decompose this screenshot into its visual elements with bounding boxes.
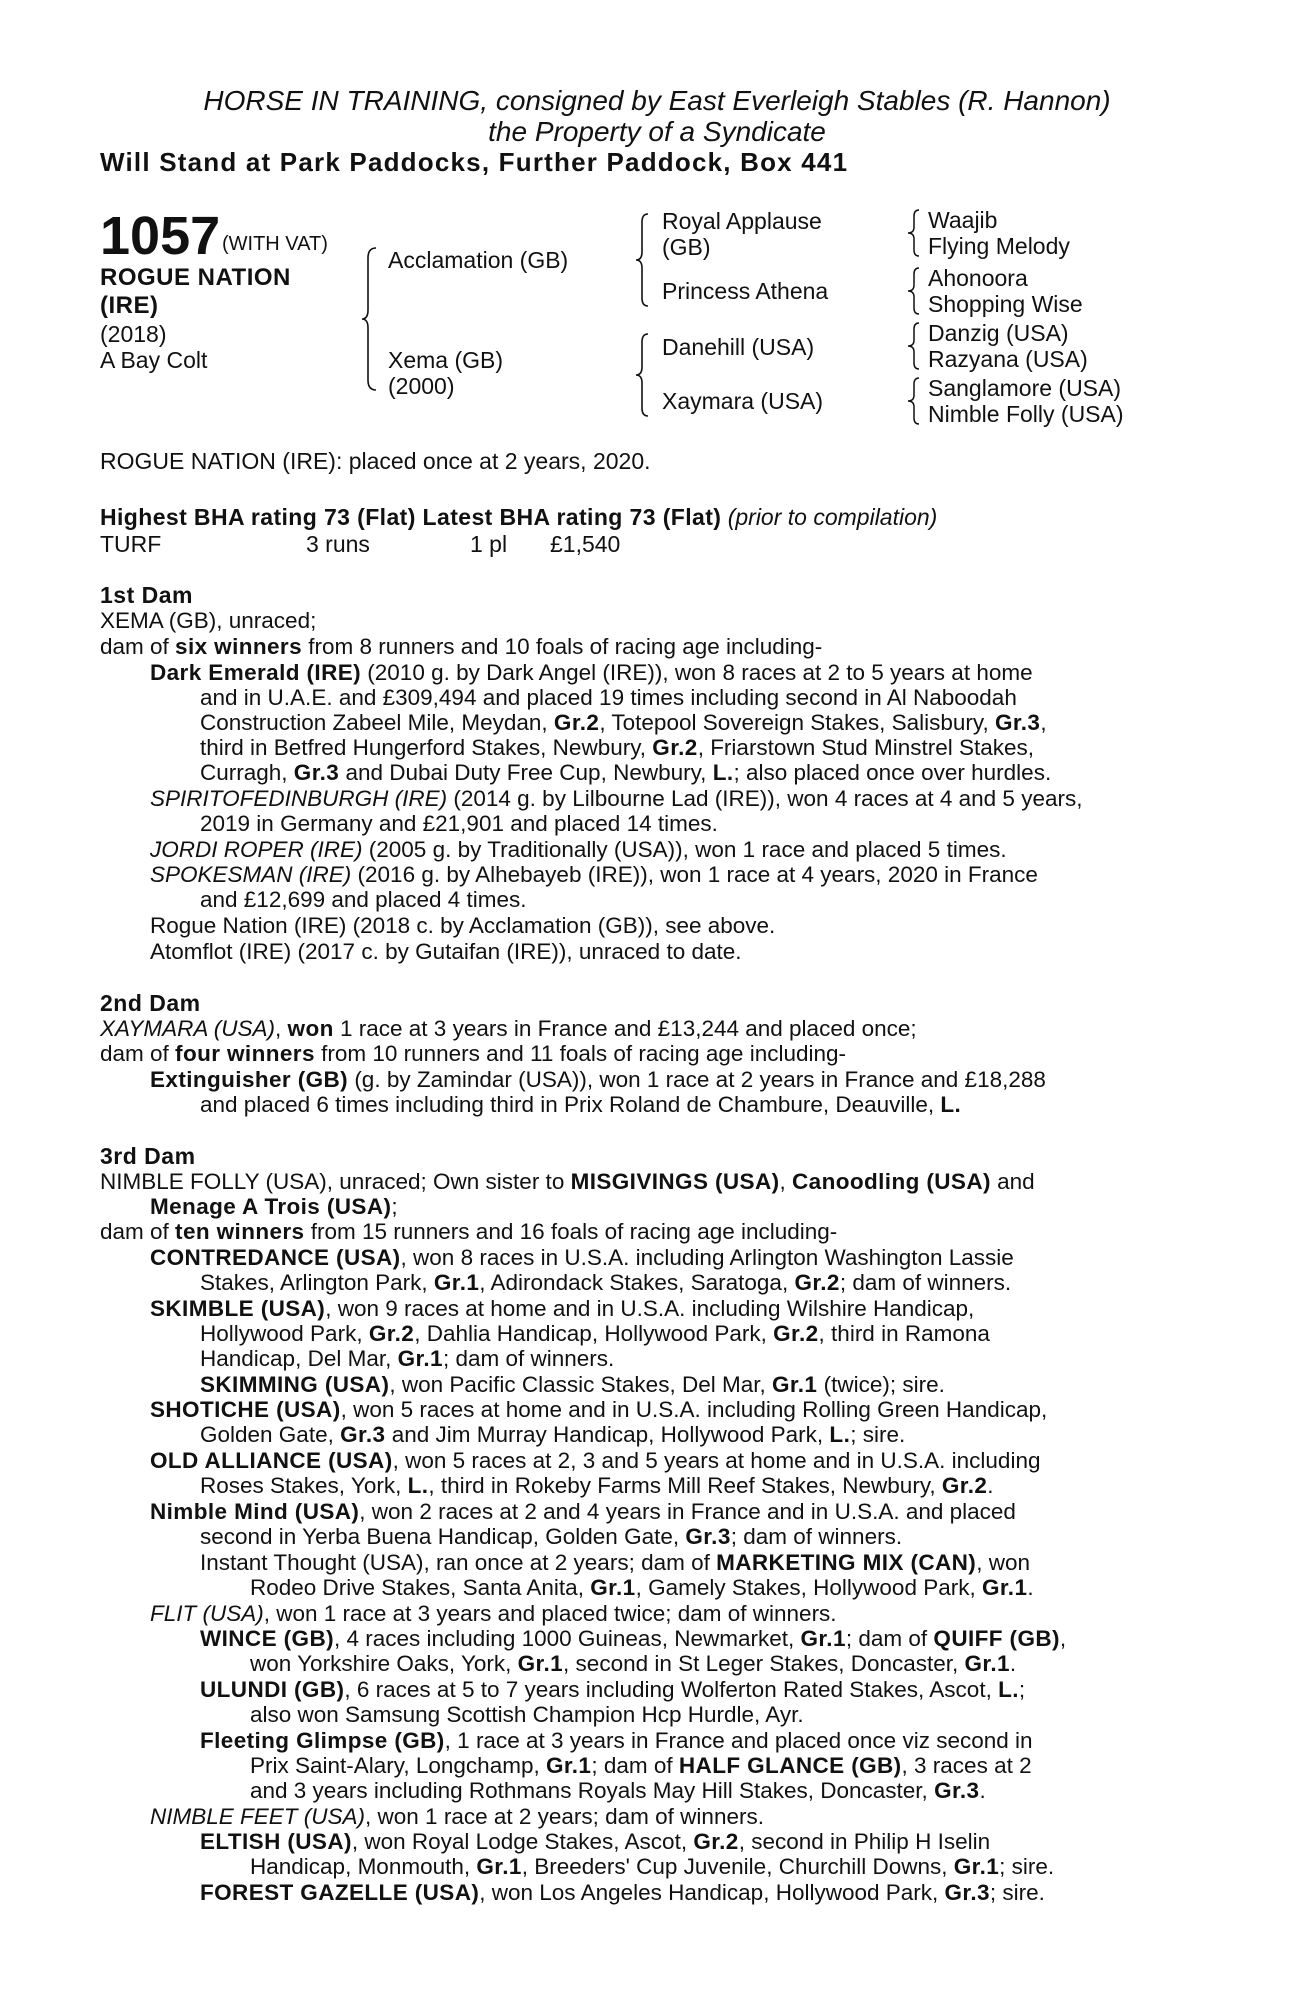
pedigree-sire-sire: Royal Applause (GB): [662, 208, 822, 260]
pedigree-brace-g1: [906, 207, 922, 259]
produce-entry-cont: and placed 6 times including third in Prix Roland de Chambure, Deauville, L.: [200, 1092, 962, 1117]
produce-entry: Extinguisher (GB) (g. by Zamindar (USA)), won 1 race at 2 years in France and £18,288: [150, 1067, 1046, 1092]
produce-entry-cont: Rodeo Drive Stakes, Santa Anita, Gr.1, Gamely Stakes, Hollywood Park, Gr.1.: [250, 1575, 1034, 1600]
produce-entry-sub: ELTISH (USA), won Royal Lodge Stakes, Ascot, Gr.2, second in Philip H Iselin: [200, 1829, 991, 1854]
produce-entry: CONTREDANCE (USA), won 8 races in U.S.A. including Arlington Washington Lassie: [150, 1245, 1014, 1270]
produce-entry-sub: Fleeting Glimpse (GB), 1 race at 3 years in France and placed once viz second in: [200, 1728, 1033, 1753]
section-third-dam: 3rd Dam: [100, 1143, 196, 1169]
produce-entry-sub: FOREST GAZELLE (USA), won Los Angeles Handicap, Hollywood Park, Gr.3; sire.: [200, 1880, 1045, 1905]
produce-entry-cont: and 3 years including Rothmans Royals May Hill Stakes, Doncaster, Gr.3.: [250, 1778, 986, 1803]
produce-entry-sub: ULUNDI (GB), 6 races at 5 to 7 years including Wolferton Rated Stakes, Ascot, L.;: [200, 1677, 1026, 1702]
produce-entry: JORDI ROPER (IRE) (2005 g. by Traditionally (USA)), won 1 race and placed 5 times.: [150, 837, 1007, 862]
pedigree-g5: Danzig (USA): [928, 320, 1069, 346]
turf-runs: 3 runs: [306, 531, 370, 557]
third-dam-line: NIMBLE FOLLY (USA), unraced; Own sister to MISGIVINGS (USA), Canoodling (USA) and: [100, 1169, 1035, 1194]
produce-entry-cont: Handicap, Monmouth, Gr.1, Breeders' Cup Juvenile, Churchill Downs, Gr.1; sire.: [250, 1854, 1055, 1879]
turf-placed: 1 pl: [470, 531, 508, 557]
pedigree-dam-year: (2000): [388, 373, 455, 399]
pedigree-sire: Acclamation (GB): [388, 247, 569, 273]
pedigree-dam: Xema (GB): [388, 347, 504, 373]
bha-rating: Highest BHA rating 73 (Flat) Latest BHA rating 73 (Flat) (prior to compilation): [100, 504, 938, 530]
produce-entry: Rogue Nation (IRE) (2018 c. by Acclamation (GB)), see above.: [150, 913, 776, 938]
lot-number: 1057: [100, 206, 221, 266]
pedigree-g1: Waajib: [928, 207, 998, 233]
third-dam-produce: dam of ten winners from 15 runners and 16 foals of racing age including-: [100, 1219, 838, 1244]
pedigree-g8: Nimble Folly (USA): [928, 401, 1124, 427]
section-second-dam: 2nd Dam: [100, 990, 201, 1016]
pedigree-g7: Sanglamore (USA): [928, 375, 1122, 401]
produce-entry-cont: Prix Saint-Alary, Longchamp, Gr.1; dam of HALF GLANCE (GB), 3 races at 2: [250, 1753, 1032, 1778]
produce-entry-cont: Curragh, Gr.3 and Dubai Duty Free Cup, Newbury, L.; also placed once over hurdles.: [200, 760, 1052, 785]
pedigree-g3: Ahonoora: [928, 265, 1028, 291]
produce-entry: Nimble Mind (USA), won 2 races at 2 and 4 years in France and in U.S.A. and placed: [150, 1499, 1016, 1524]
produce-entry-cont: Golden Gate, Gr.3 and Jim Murray Handicap, Hollywood Park, L.; sire.: [200, 1422, 906, 1447]
third-dam-line-cont: Menage A Trois (USA);: [150, 1194, 398, 1219]
horse-name: ROGUE NATION (IRE): [100, 264, 291, 319]
produce-entry: SKIMBLE (USA), won 9 races at home and in U.S.A. including Wilshire Handicap,: [150, 1296, 975, 1321]
produce-entry: NIMBLE FEET (USA), won 1 race at 2 years; dam of winners.: [150, 1804, 764, 1829]
produce-entry-cont: Handicap, Del Mar, Gr.1; dam of winners.: [200, 1346, 615, 1371]
pedigree-g2: Flying Melody: [928, 233, 1070, 259]
stand-location: Will Stand at Park Paddocks, Further Paddock, Box 441: [100, 147, 849, 177]
pedigree-brace-dam: [634, 330, 652, 420]
produce-entry-cont: third in Betfred Hungerford Stakes, Newbury, Gr.2, Friarstown Stud Minstrel Stakes,: [200, 735, 1035, 760]
pedigree-brace-sire: [634, 210, 652, 310]
first-dam-produce: dam of six winners from 8 runners and 10 foals of racing age including-: [100, 634, 823, 659]
turf-record: TURF: [100, 531, 162, 557]
produce-entry-cont: and in U.A.E. and £309,494 and placed 19 times including second in Al Naboodah: [200, 685, 1017, 710]
pedigree-brace-g4: [906, 375, 922, 427]
pedigree-brace-main: [360, 244, 380, 394]
second-dam-produce: dam of four winners from 10 runners and 11 foals of racing age including-: [100, 1041, 847, 1066]
produce-entry-sub: WINCE (GB), 4 races including 1000 Guineas, Newmarket, Gr.1; dam of QUIFF (GB),: [200, 1626, 1067, 1651]
produce-entry: FLIT (USA), won 1 race at 3 years and placed twice; dam of winners.: [150, 1601, 837, 1626]
produce-entry-cont: Roses Stakes, York, L., third in Rokeby Farms Mill Reef Stakes, Newbury, Gr.2.: [200, 1473, 994, 1498]
first-dam-line: XEMA (GB), unraced;: [100, 608, 317, 633]
produce-entry-cont: also won Samsung Scottish Champion Hcp Hurdle, Ayr.: [250, 1702, 804, 1727]
race-summary: ROGUE NATION (IRE): placed once at 2 years, 2020.: [100, 448, 651, 474]
produce-entry: SPIRITOFEDINBURGH (IRE) (2014 g. by Lilbourne Lad (IRE)), won 4 races at 4 and 5 years,: [150, 786, 1083, 811]
produce-entry-sub: Instant Thought (USA), ran once at 2 years; dam of MARKETING MIX (CAN), won: [200, 1550, 1030, 1575]
produce-entry: Dark Emerald (IRE) (2010 g. by Dark Angel (IRE)), won 8 races at 2 to 5 years at home: [150, 660, 1033, 685]
produce-entry: OLD ALLIANCE (USA), won 5 races at 2, 3 and 5 years at home and in U.S.A. including: [150, 1448, 1041, 1473]
produce-entry-cont: Construction Zabeel Mile, Meydan, Gr.2, Totepool Sovereign Stakes, Salisbury, Gr.3,: [200, 710, 1047, 735]
pedigree-dam-sire: Danehill (USA): [662, 334, 815, 360]
second-dam-line: XAYMARA (USA), won 1 race at 3 years in France and £13,244 and placed once;: [100, 1016, 917, 1041]
foaling-year: (2018): [100, 321, 167, 347]
produce-entry-cont: won Yorkshire Oaks, York, Gr.1, second in St Leger Stakes, Doncaster, Gr.1.: [250, 1651, 1017, 1676]
produce-entry: SHOTICHE (USA), won 5 races at home and in U.S.A. including Rolling Green Handicap,: [150, 1397, 1048, 1422]
pedigree-brace-g3: [906, 320, 922, 372]
pedigree-g6: Razyana (USA): [928, 346, 1088, 372]
consignor-line: HORSE IN TRAINING, consigned by East Everleigh Stables (R. Hannon): [203, 85, 1111, 116]
turf-earnings: £1,540: [550, 531, 621, 557]
produce-entry: SPOKESMAN (IRE) (2016 g. by Alhebayeb (IRE)), won 1 race at 4 years, 2020 in France: [150, 862, 1038, 887]
vat-note: (WITH VAT): [222, 233, 328, 255]
section-first-dam: 1st Dam: [100, 582, 193, 608]
horse-description: A Bay Colt: [100, 347, 208, 373]
produce-entry-cont: second in Yerba Buena Handicap, Golden Gate, Gr.3; dam of winners.: [200, 1524, 903, 1549]
produce-entry: Atomflot (IRE) (2017 c. by Gutaifan (IRE)), unraced to date.: [150, 939, 742, 964]
property-line: the Property of a Syndicate: [488, 116, 826, 147]
pedigree-g4: Shopping Wise: [928, 291, 1083, 317]
pedigree-sire-dam: Princess Athena: [662, 278, 829, 304]
pedigree-brace-g2: [906, 265, 922, 317]
produce-entry-cont: Stakes, Arlington Park, Gr.1, Adirondack Stakes, Saratoga, Gr.2; dam of winners.: [200, 1270, 1012, 1295]
produce-entry-cont: Hollywood Park, Gr.2, Dahlia Handicap, Hollywood Park, Gr.2, third in Ramona: [200, 1321, 990, 1346]
pedigree-dam-dam: Xaymara (USA): [662, 388, 824, 414]
produce-entry-sub: SKIMMING (USA), won Pacific Classic Stakes, Del Mar, Gr.1 (twice); sire.: [200, 1372, 945, 1397]
produce-entry-cont: 2019 in Germany and £21,901 and placed 14 times.: [200, 811, 718, 836]
produce-entry-cont: and £12,699 and placed 4 times.: [200, 887, 527, 912]
